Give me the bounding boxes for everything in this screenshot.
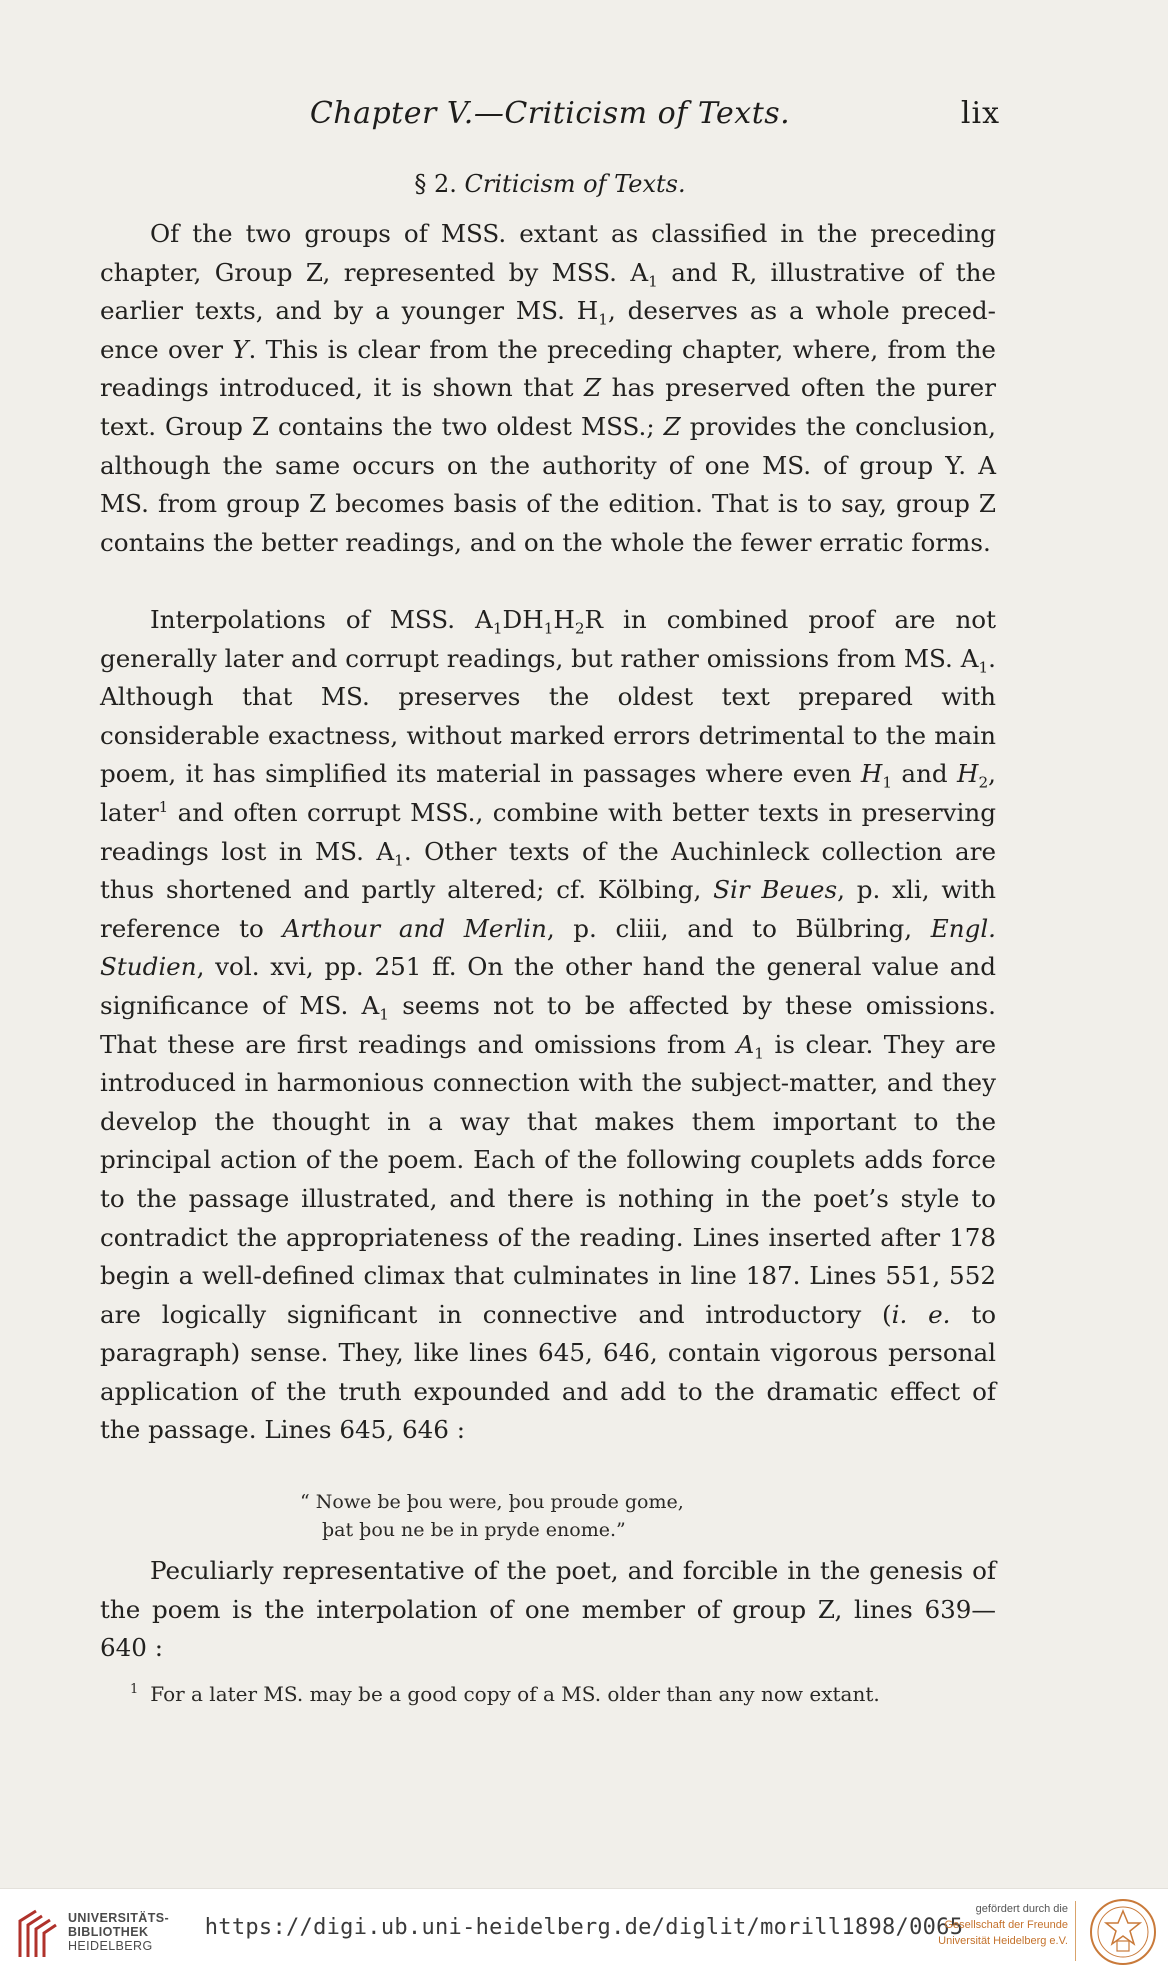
library-name: UNIVERSITÄTS- BIBLIOTHEK HEIDELBERG [68, 1911, 170, 1953]
footnote-ref: 1 [158, 799, 169, 817]
paragraph-2-text: Interpolations of MSS. $A_1DH_1H_2R$ in combined proof are not generally later and corrupt readings, but rather omissions from MS. $A_1$. Although that MS. preserves the oldest text prepared with considerable exactness, without marked errors detrimental to the main poem, it has simplified its material in passages where even $H_1$ and $H_2$, later$^1$ and often corrupt MSS., combine with better texts in preserving readings lost in MS. $A_1$. Other texts of the Auchinleck collection are thus shortened and partly altered; cf. Kölbing, Sir Beues, p. xli, with reference to Arthour and Merlin, p. cliii, and to Bülbring, Engl. Studien, vol. xvi, pp. 251 ff. On the other hand the general value and significance of MS. $A_1$ seems not to be affected by these omissions. That these are first readings and omissions from $A_1$ is clear. They are introduced in harmonious connection with the subject-matter, and they develop the thought in a way that makes them important to the principal action of the poem. Each of the following couplets adds force to the passage illustrated, and there is nothing in the poet’s style to contradict the appropriateness of the reading. Lines inserted after 178 begin a well-defined climax that culminates in line 187. Lines 551, 552 are logically significant in connective and introductory (i. e. to paragraph) sense. They, like lines 645, 646, contain vigorous personal application of the truth expounded and add to the dramatic effect of the passage. Lines 645, 646 : [100, 605, 997, 1445]
section-heading [100, 170, 1000, 198]
sponsor-note: gefördert durch die Gesellschaft der Freunde Universität Heidelberg e.V. [938, 1903, 1068, 1947]
permalink-url[interactable]: https://digi.ub.uni-heidelberg.de/diglit/morill1898/0065 [204, 1915, 964, 1940]
running-title: Chapter V.—Criticism of Texts. [309, 96, 791, 131]
sponsor-divider [1075, 1901, 1076, 1961]
paragraph-1-text: Of the two groups of MSS. extant as classified in the preceding chapter, Group Z, represented by MSS. $A_1$ and R, illustrative of the earlier texts, and by a younger MS. $H_1$, deserves as a whole precedence over Y. This is clear from the preceding chapter, where, from the readings introduced, it is shown that Z has preserved often the purer text. Group Z contains the two oldest MSS.; Z provides the conclusion, although the same occurs on the authority of one MS. of group Y. A MS. from group Z becomes basis of the edition. That is to say, group Z contains the better readings, and on the whole the fewer erratic forms. [100, 219, 996, 557]
section-number: § 2. [414, 170, 457, 198]
digitization-footer [0, 1888, 1168, 1973]
footnote-text: For a later MS. may be a good copy of a MS. older than any now extant. [150, 1682, 880, 1706]
paragraph-1 [100, 215, 996, 562]
verse-line-2: þat þou ne be in pryde enome.” [322, 1519, 626, 1541]
running-header [100, 96, 1000, 146]
paragraph-2 [100, 601, 996, 1450]
verse-quotation [300, 1488, 900, 1544]
verse-line-1: “ Nowe be þou were, þou proude gome, [300, 1491, 684, 1513]
footnote-mark: 1 [130, 1682, 139, 1698]
page-number: lix [960, 96, 1000, 131]
footnote [130, 1680, 1010, 1708]
section-title: Criticism of Texts. [464, 170, 686, 198]
paragraph-3-text: Peculiarly representative of the poet, and forcible in the genesis of the poem is the interpolation of one member of group Z, lines 639—640 : [100, 1556, 996, 1663]
paragraph-3 [100, 1552, 996, 1668]
university-seal-icon [1088, 1897, 1158, 1967]
